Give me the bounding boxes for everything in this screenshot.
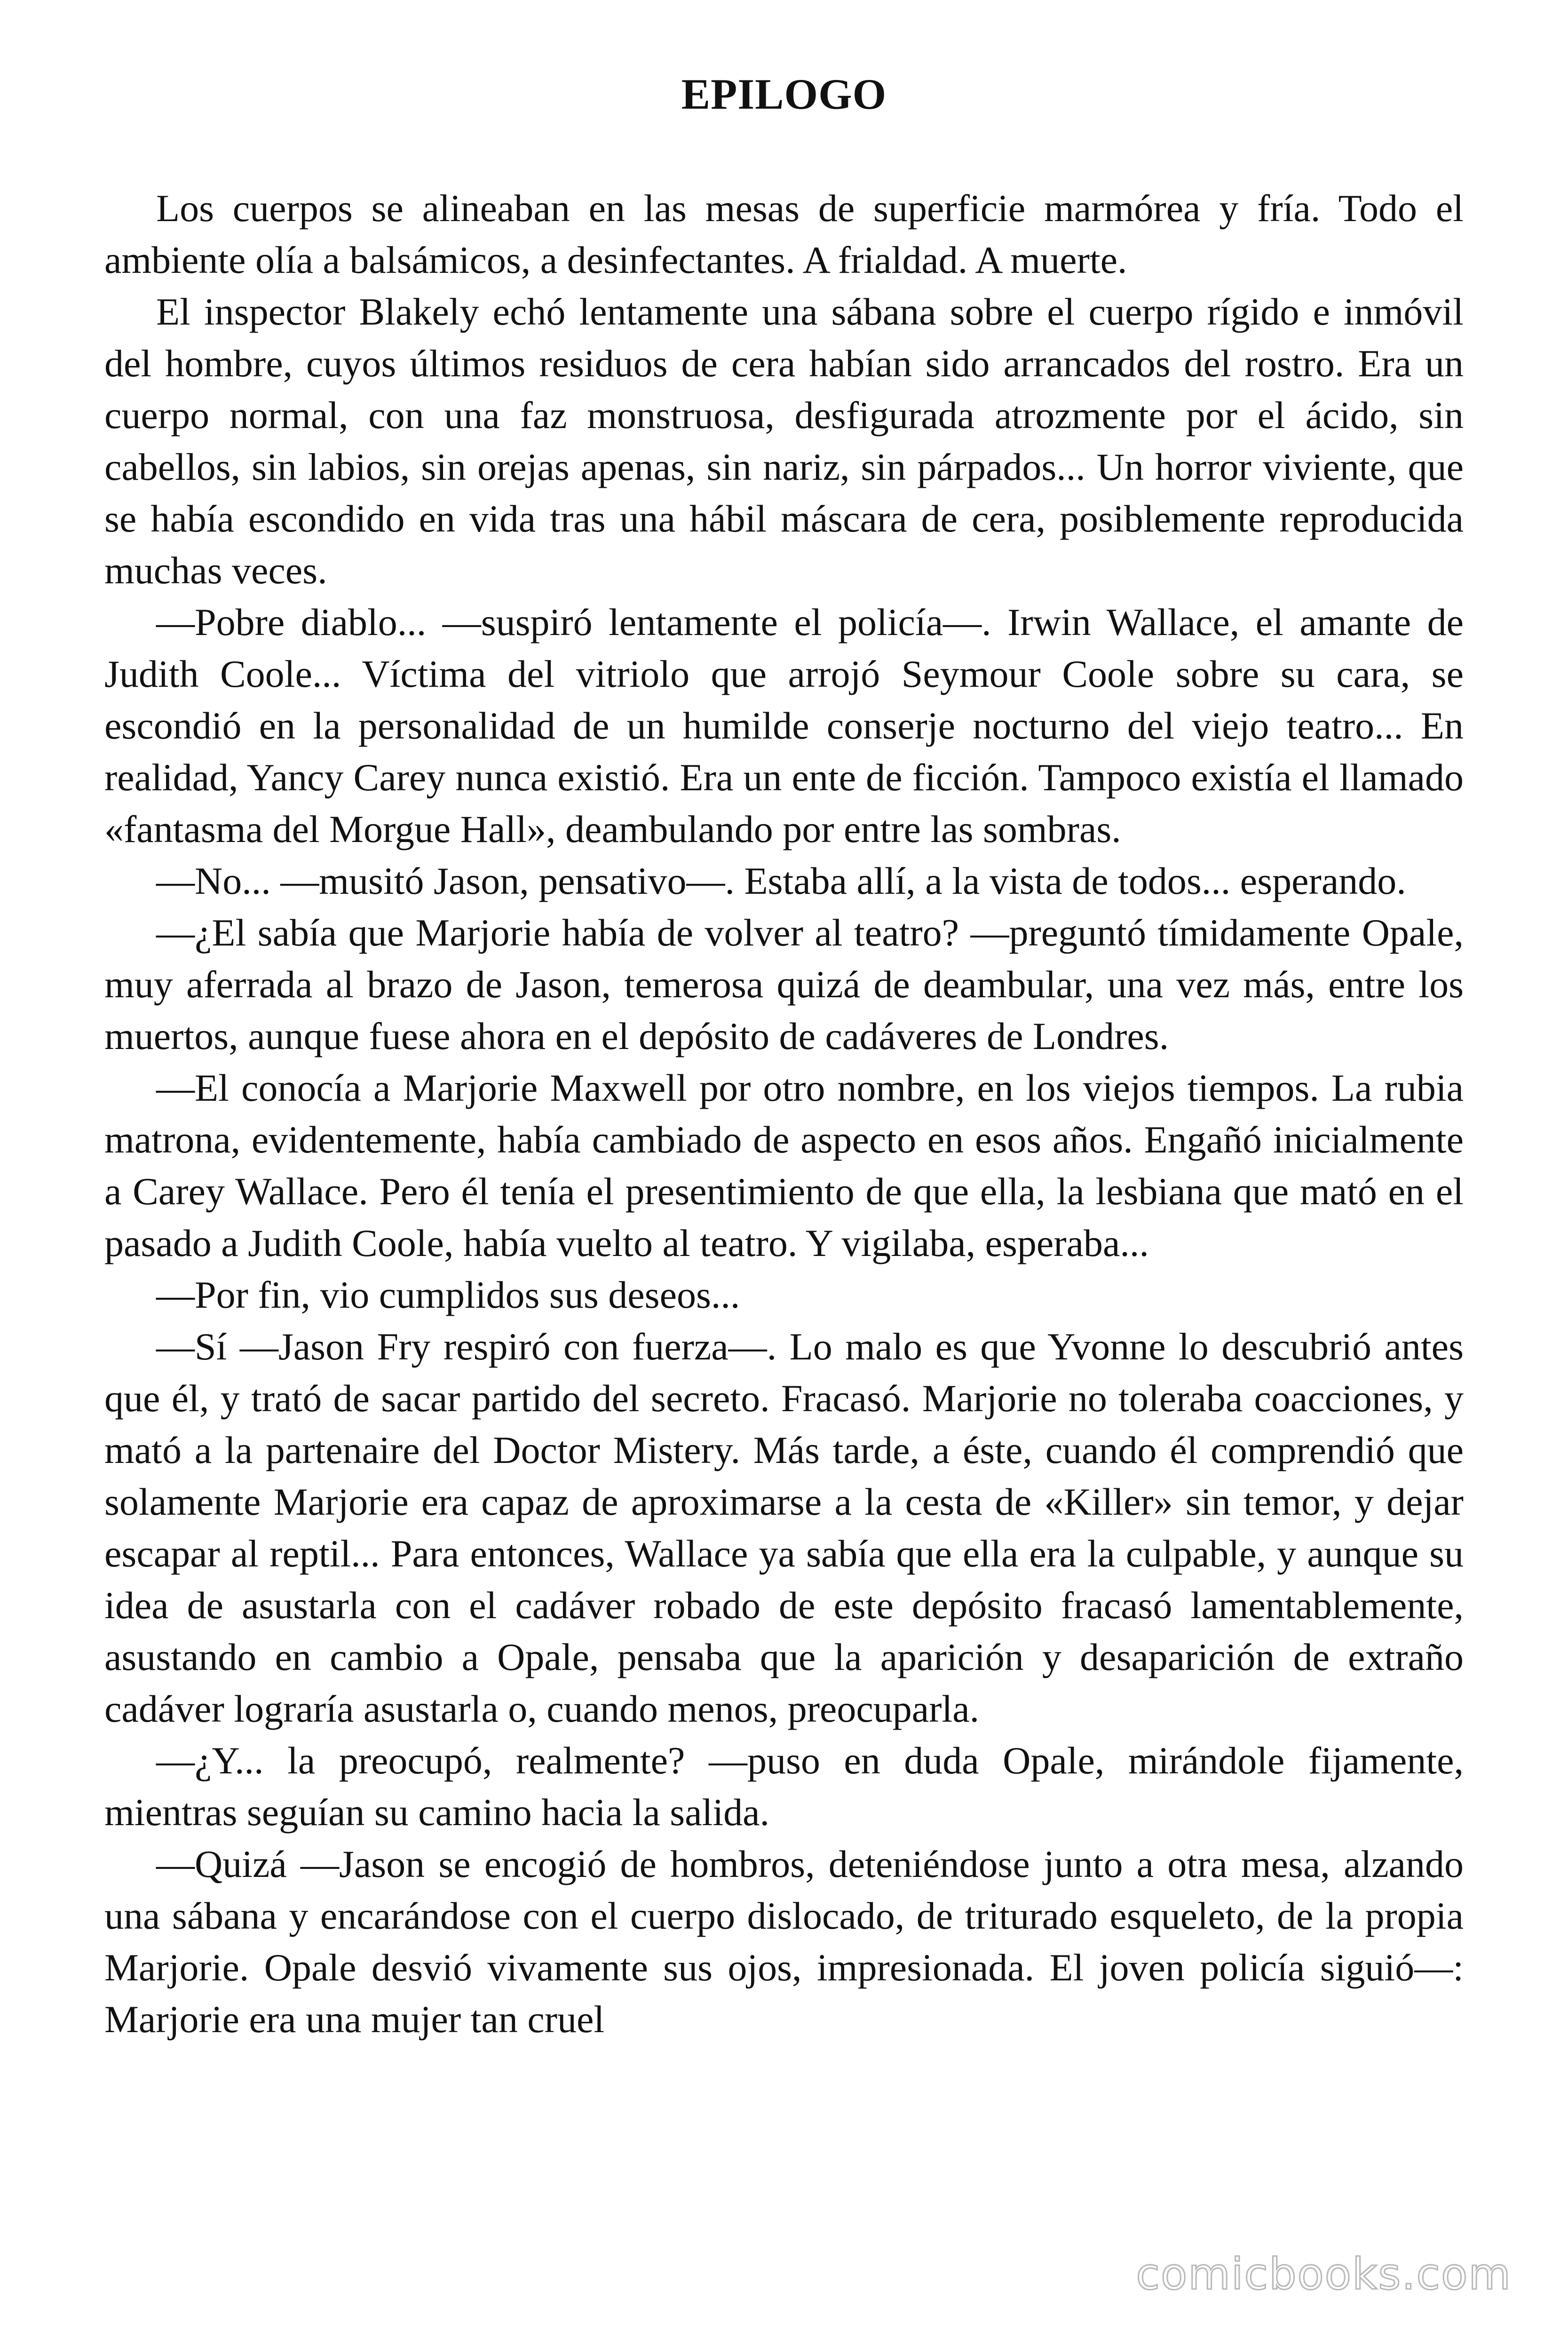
- chapter-title: EPILOGO: [681, 70, 887, 118]
- paragraph: Los cuerpos se alineaban en las mesas de superficie marmórea y fría. Todo el ambiente olía a balsámicos, a desinfectantes. A frialdad. A muerte.: [104, 187, 1464, 281]
- paragraph: —¿Y... la preocupó, realmente? —puso en duda Opale, mirándole fijamente, mientras seguían su camino hacia la salida.: [104, 1739, 1464, 1834]
- paragraph: —Pobre diablo... —suspiró lentamente el policía—. Irwin Wallace, el amante de Judith Coole... Víctima del vitriolo que arrojó Seymour Coole sobre su cara, se escondió en la personalidad de un humilde conserje nocturno del viejo teatro... En realidad, Yancy Carey nunca existió. Era un ente de ficción. Tampoco existía el llamado «fantasma del Morgue Hall», deambulando por entre las sombras.: [104, 601, 1464, 850]
- paragraph: —Por fin, vio cumplidos sus deseos...: [156, 1273, 740, 1316]
- paragraph: —No... —musitó Jason, pensativo—. Estaba allí, a la vista de todos... esperando.: [156, 859, 1406, 902]
- paragraph: —¿El sabía que Marjorie había de volver al teatro? —preguntó tímidamente Opale, muy aferrada al brazo de Jason, temerosa quizá de deambular, una vez más, entre los muertos, aunque fuese ahora en el depósito de cadáveres de Londres.: [104, 911, 1464, 1057]
- paragraph: —El conocía a Marjorie Maxwell por otro nombre, en los viejos tiempos. La rubia matrona, evidentemente, había cambiado de aspecto en esos años. Engañó inicialmente a Carey Wallace. Pero él tenía el presentimiento de que ella, la lesbiana que mató en el pasado a Judith Coole, había vuelto al teatro. Y vigilaba, esperaba...: [104, 1066, 1464, 1264]
- paragraph: —Quizá —Jason se encogió de hombros, deteniéndose junto a otra mesa, alzando una sábana y encarándose con el cuerpo dislocado, de triturado esqueleto, de la propia Marjorie. Opale desvió vivamente sus ojos, impresionada. El joven policía siguió—: Marjorie era una mujer tan cruel: [104, 1843, 1464, 2041]
- paragraph: —Sí —Jason Fry respiró con fuerza—. Lo malo es que Yvonne lo descubrió antes que él, y trató de sacar partido del secreto. Fracasó. Marjorie no toleraba coacciones, y mató a la partenaire del Doctor Mistery. Más tarde, a éste, cuando él comprendió que solamente Marjorie era capaz de aproximarse a la cesta de «Killer» sin temor, y dejar escapar al reptil... Para entonces, Wallace ya sabía que ella era la culpable, y aunque su idea de asustarla con el cadáver robado de este depósito fracasó lamentablemente, asustando en cambio a Opale, pensaba que la aparición y desaparición de extraño cadáver lograría asustarla o, cuando menos, preocuparla.: [104, 1325, 1464, 1730]
- body-text: [104, 183, 1464, 2045]
- paragraph: El inspector Blakely echó lentamente una sábana sobre el cuerpo rígido e inmóvil del hombre, cuyos últimos residuos de cera habían sido arrancados del rostro. Era un cuerpo normal, con una faz monstruosa, desfigurada atrozmente por el ácido, sin cabellos, sin labios, sin orejas apenas, sin nariz, sin párpados... Un horror viviente, que se había escondido en vida tras una hábil máscara de cera, posiblemente reproducida muchas veces.: [104, 290, 1464, 592]
- watermark: comicbooks.com: [1136, 2249, 1512, 2299]
